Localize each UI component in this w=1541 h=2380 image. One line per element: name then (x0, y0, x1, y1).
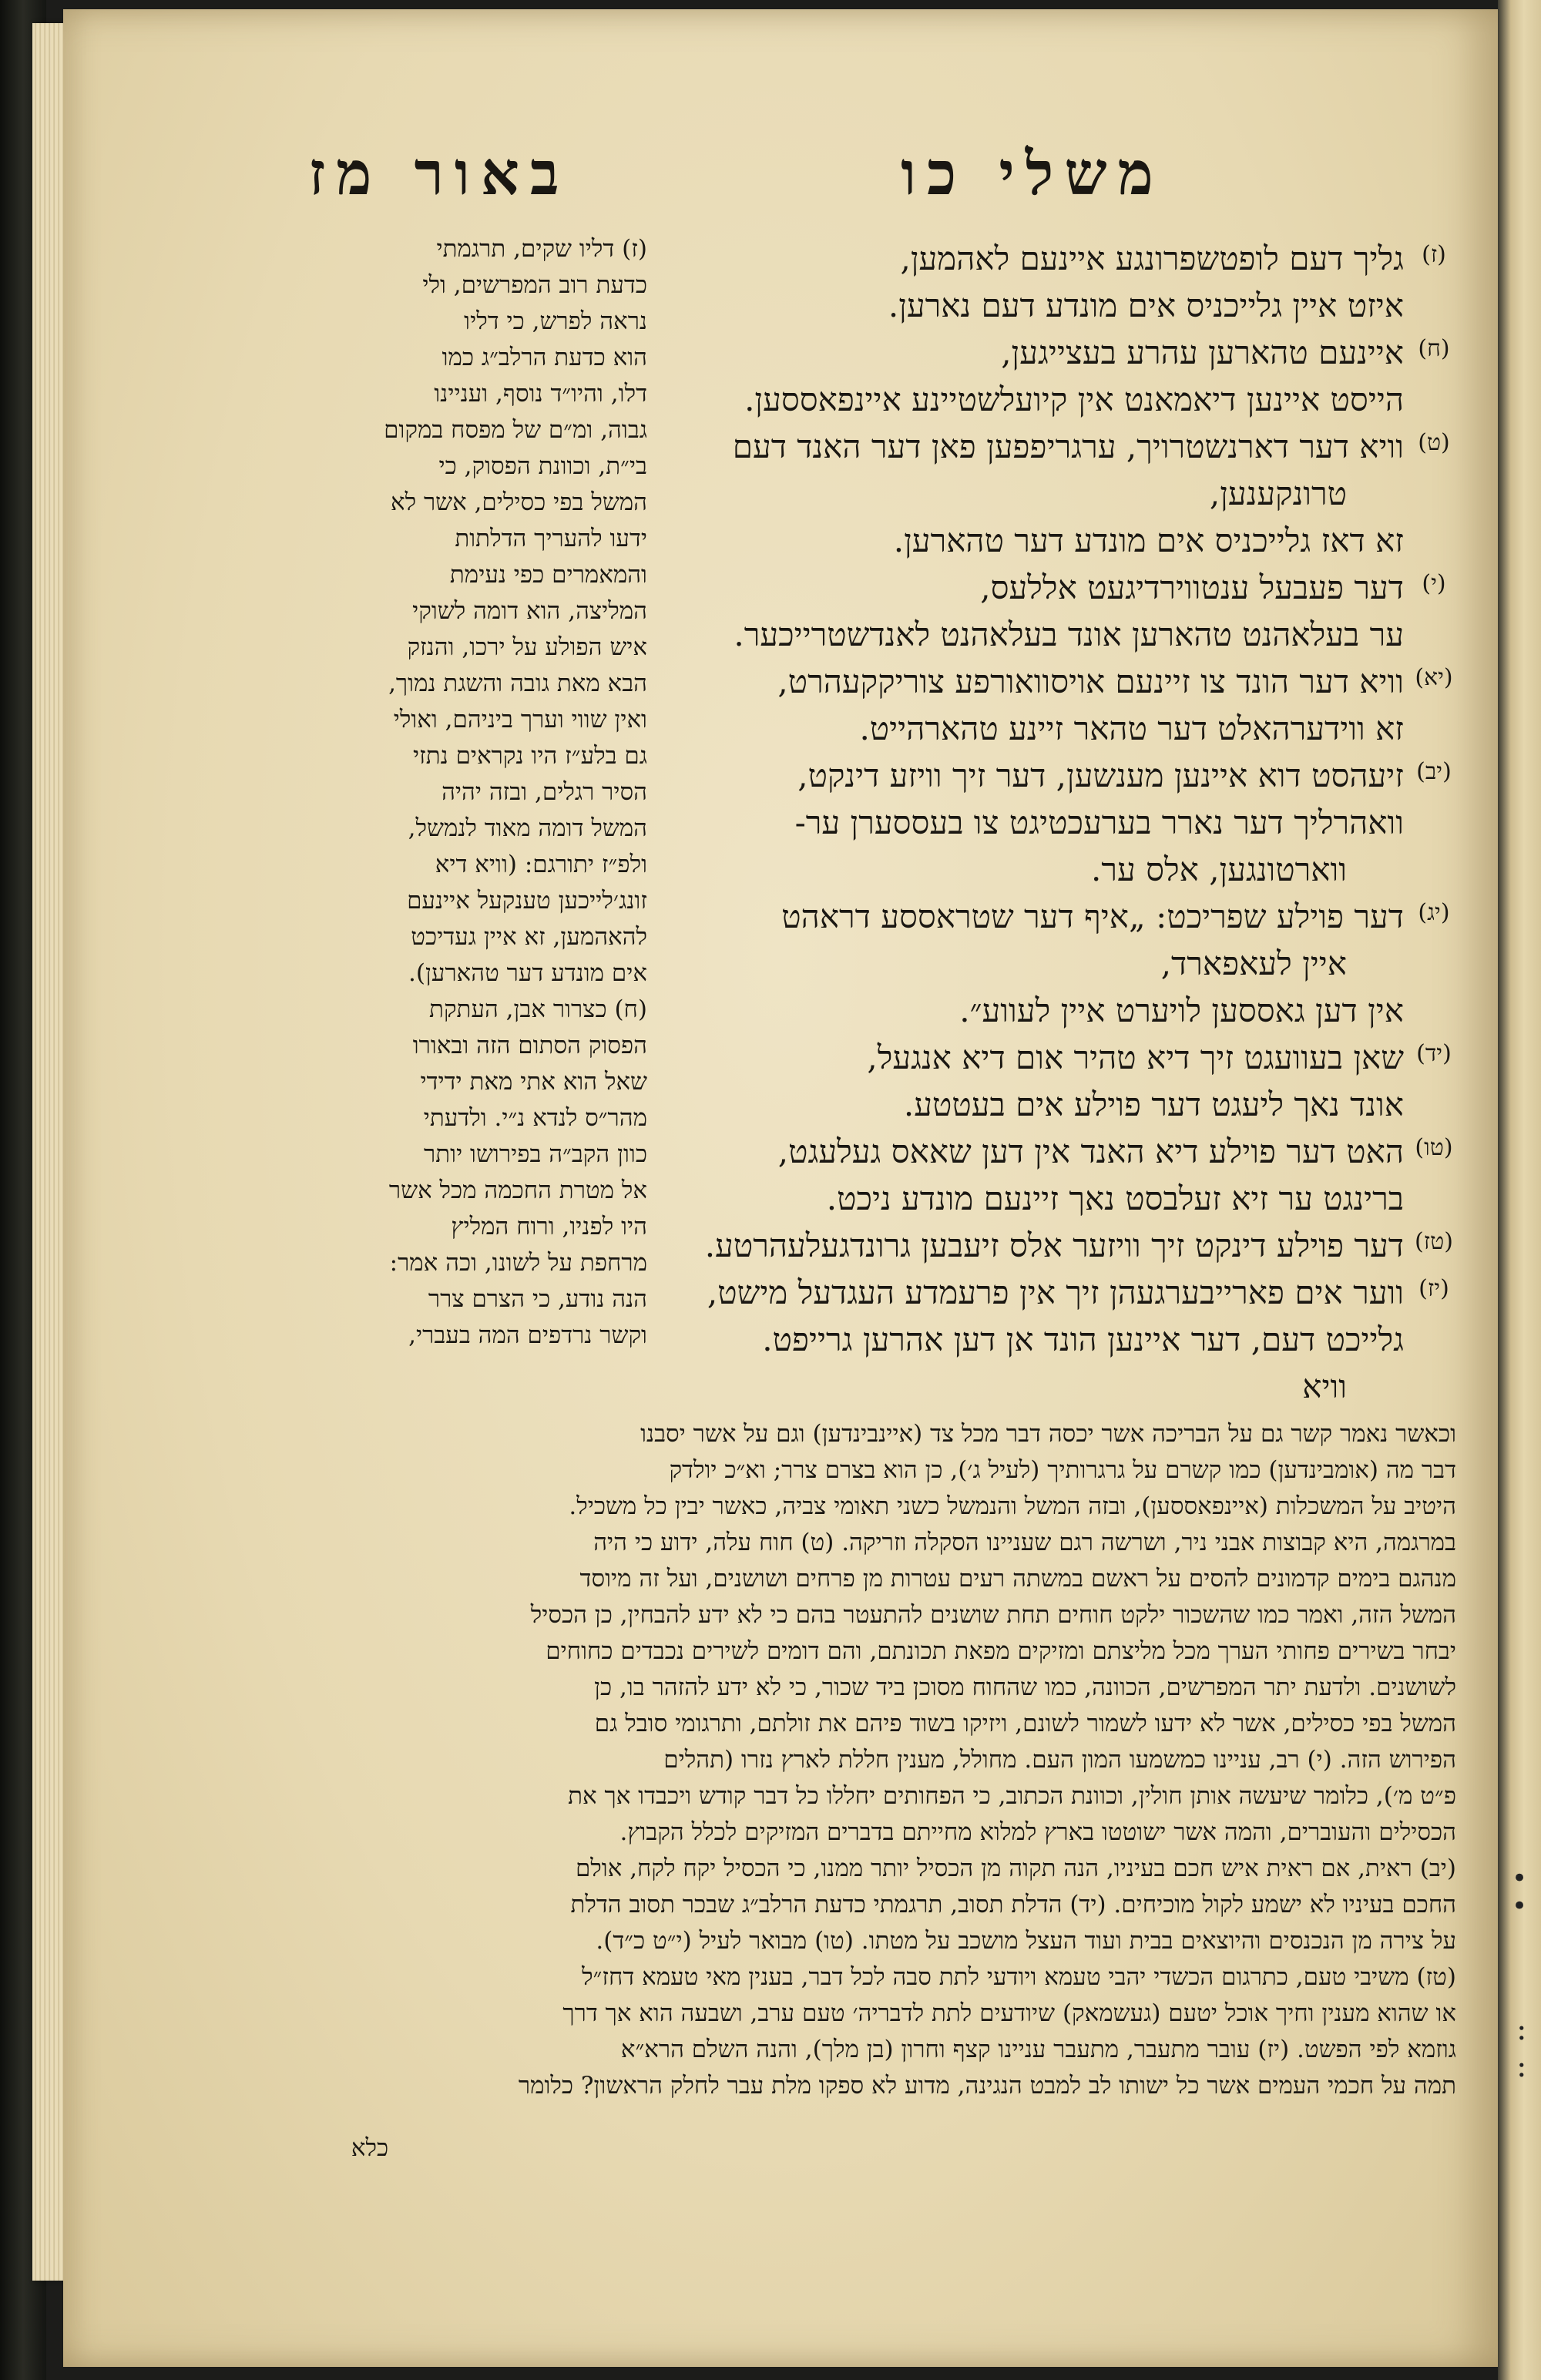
commentary-line: כדעת רוב המפרשים, ולי (422, 271, 647, 299)
commentary-line: הכסילים והעוברים, והמה אשר ישוטטו בארץ למלוא מחייתם בדברים המזיקים לכלל הקבוץ. (619, 1818, 1456, 1846)
commentary-line: על צירה מן הנכנסים והיוצאים בבית ועוד העצל מושכב על מטתו. (טו) מבואר לעיל (י״ט כ״ד). (596, 1927, 1456, 1955)
verse-number: (ז) (1422, 241, 1446, 268)
verse-10 (669, 564, 1455, 658)
verse-column (669, 235, 1455, 1410)
commentary-line: (ח) כצרור אבן, העתקת (429, 995, 647, 1023)
verse-12 (669, 752, 1455, 893)
verse-number: (טז) (1415, 1228, 1453, 1255)
commentary-line: אל מטרת החכמה מכל אשר (388, 1177, 647, 1204)
commentary-line: וכאשר נאמר קשר גם על הבריכה אשר יכסה דבר מכל צד (איינבינדען) וגם על אשר יסבנו (640, 1420, 1456, 1448)
verse-number: (יא) (1415, 664, 1453, 691)
commentary-line: כוון הקב״ה בפירושו יותר (424, 1140, 647, 1168)
verse-9 (669, 423, 1455, 564)
verse-14 (669, 1034, 1455, 1128)
verse-number: (יז) (1418, 1275, 1449, 1302)
commentary-line: הבא מאת גובה והשגת נמוך, (388, 670, 647, 697)
facing-page-bullets: • • (1511, 1863, 1528, 1922)
commentary-line: מהר״ס לנדא נ״י. ולדעתי (423, 1104, 647, 1132)
verse-15 (669, 1128, 1455, 1222)
commentary-line: היטיב על המשכלות (איינפאססען), ובזה המשל והנמשל כשני תאומי צביה, כאשר יבין כל משכיל. (569, 1492, 1456, 1520)
verse-number: (טו) (1415, 1134, 1453, 1161)
catchword-bottom: כלא (351, 2134, 389, 2162)
verse-11 (669, 658, 1455, 752)
verse-line: איין לעאפארד, (1160, 945, 1347, 982)
commentary-line: (יב) ראית, אם ראית איש חכם בעיניו, הנה תקוה מן הכסיל יותר ממנו, כי הכסיל יקח לקח, אולם (575, 1855, 1456, 1882)
verse-line: וויא דער הונד צו זיינעם אויסוואורפע צוריקקעהרט, (777, 663, 1404, 700)
commentary-line: המשל בפי כסילים, אשר לא ידעו לשמור לשונם, ויזיקו בשוד פיהם את זולתם, ותרגומי סובל גם (594, 1710, 1456, 1737)
commentary-line: החכם בעיניו לא ישמע לקול מוכיחים. (יד) הדלת תסוב, תרגמתי כדעת הרלב״ג שבכר תסוב הדלת (570, 1891, 1456, 1918)
verse-line: ער בעלאהנט טהארען אונד בעלאהנט לאנדשטרייכער. (734, 616, 1404, 653)
verse-13 (669, 893, 1455, 1034)
commentary-line: הסיר רגלים, ובזה יהיה (441, 778, 647, 806)
commentary-line: פ״ט מ׳), כלומר שיעשה אותן חולין, וכוונת הכתוב, כי הפחותים יחללו כל דבר קודש ויכבדו אך את (568, 1782, 1456, 1810)
facing-page-colons: : : (1516, 2012, 1527, 2084)
commentary-line: לשושנים. ולדעת יתר המפרשים, הכוונה, כמו שהחוח מסוכן ביד שכור, כי לא ידע להזהר בו, כן (594, 1673, 1456, 1701)
commentary-line: מנהגם בימים קדמונים להסים על ראשם במשתה רעים עטרות מן פרחים ושושנים, ועל זה מיוסד (579, 1565, 1456, 1593)
verse-line: איינעם טהארען עהרע בעצייגען, (1001, 334, 1404, 371)
commentary-line: אים מונדע דער טהארען). (408, 959, 647, 987)
verse-line: ברינגט ער זיא זעלבסט נאך זיינעם מונדע ניכט. (826, 1180, 1404, 1217)
verse-line: גלייכט דעם, דער איינען הונד אן דען אהרען גרייפט. (762, 1321, 1404, 1358)
commentary-line: דבר מה (אומבינדען) כמו קשרם על גרגרותיך (לעיל ג׳), כן הוא בצרם צרר; וא״כ יולדק (669, 1456, 1456, 1484)
commentary-line: ולפ״ז יתורגם: (וויא דיא (435, 851, 647, 878)
commentary-line: וקשר נרדפים המה בעברי, (408, 1321, 647, 1349)
verse-line: וויא דער דארנשטרויך, ערגריפפען פאן דער האנד דעם (732, 428, 1404, 465)
verse-number: (י) (1422, 570, 1446, 597)
verse-line: זיעהסט דוא איינען מענשען, דער זיך וויזע דינקט, (797, 757, 1404, 794)
verse-line: איזט איין גלייכניס אים מונדע דעם נארען. (888, 287, 1404, 324)
commentary-line: ידעו להעריך הדלתות (455, 525, 647, 552)
verse-number: (ח) (1418, 335, 1450, 362)
commentary-line: ואין שווי וערך ביניהם, ואולי (393, 706, 647, 733)
commentary-line: שאל הוא אתי מאת ידידי (420, 1068, 647, 1096)
verse-line: טרונקענען, (1209, 475, 1347, 512)
commentary-line: הפירוש הזה. (י) רב, עניינו כמשמעו המון העם. מחולל, מענין חללת לארץ נזרו (תהלים (663, 1746, 1456, 1774)
commentary-line: בי״ת, וכוונת הפסוק, כי (438, 452, 647, 480)
commentary-line: גבוה, ומ״ם של מפסח במקום (384, 416, 647, 444)
verse-line: דער פוילע דינקט זיך וויזער אלס זיעבען גרונדגעלעהרטע. (704, 1227, 1404, 1264)
commentary-line: המשל בפי כסילים, אשר לא (390, 488, 647, 516)
commentary-line: הפסוק הסתום הזה ובאורו (412, 1032, 647, 1059)
verse-number: (יג) (1418, 899, 1450, 926)
commentary-line: מרחפת על לשונו, וכה אמר: (389, 1249, 647, 1277)
commentary-line: דלו, והיו״ד נוסף, ועניינו (434, 380, 647, 408)
commentary-line: והמאמרים כפי נעימת (449, 561, 647, 589)
commentary-line: יבחר בשירים פחותי הערך מכל מליצתם ומזיקים מפאת תכונתם, והם דומים לשירים נכבדים כחוחים (546, 1637, 1456, 1665)
verse-17 (669, 1269, 1455, 1363)
commentary-line: הנה נודע, כי הצרם צרר (428, 1285, 647, 1313)
commentary-line: במרגמה, היא קבוצות אבני ניר, ושרשה רגם שעניינו הסקלה וזריקה. (ט) חוח עלה, ידוע כי היה (593, 1529, 1456, 1556)
commentary-line: תמה על חכמי העמים אשר כל ישותו לב למבט הנגינה, מדוע לא ספקו מלת עבר לחלק הראשון? כלומר (518, 2072, 1456, 2100)
commentary-line: גוזמא לפי הפשט. (יז) עובר מתעבר, מתעבר עניינו קצף וחרון (בן מלך), והנה השלם הרא״א (620, 2036, 1456, 2063)
verse-line: זא דאז גלייכניס אים מונדע דער טהארען. (893, 522, 1404, 559)
verse-line: האט דער פוילע דיא האנד אין דען שאאס געלעגט, (777, 1133, 1404, 1170)
verse-line: אין דען גאססען לויערט איין לעווע״. (959, 992, 1404, 1029)
verse-line: אונד נאך ליעגט דער פוילע אים בעטטע. (903, 1086, 1404, 1123)
running-head-text-title: משלי כו (901, 139, 1164, 209)
commentary-line: נראה לפרש, כי דליו (464, 307, 647, 335)
commentary-line: איש הפולע על ירכו, והנזק (407, 633, 647, 661)
catchword-main: וויא (1302, 1368, 1347, 1405)
commentary-line: (טז) משיבי טעם, כתרגום הכשדי יהבי טעמא ויודעי לתת סבה לכל דבר, בענין מאי טעמא דחז״ל (582, 1963, 1456, 1991)
running-head-commentary-title: באור מז (308, 139, 570, 209)
verse-line: זא ווידערהאלט דער טהאר זיינע טהארהייט. (859, 710, 1404, 747)
commentary-line: (ז) דליו שקים, תרגמתי (436, 235, 647, 263)
commentary-line: להאהמען, זא איין געדיכט (411, 923, 647, 951)
verse-line: ווער אים פארייבערגעהן זיך אין פרעמדע העגדעל מישט, (707, 1274, 1404, 1311)
verse-number: (יב) (1416, 758, 1452, 785)
verse-number: (יד) (1416, 1040, 1452, 1067)
commentary-line: גם בלע״ז היו נקראים נתזי (412, 742, 647, 770)
commentary-line: המשל דומה מאוד לנמשל, (408, 814, 647, 842)
commentary-line: המשל הזה, ואמר כמו שהשכור ילקט חוחים תחת שושנים להתעטר בהם כי לא ידע להבחין, כן הכסיל (530, 1601, 1456, 1629)
commentary-line: המליצה, הוא דומה לשוקי (412, 597, 647, 625)
verse-line: דער פעבעל ענטווירדיגעט אללעס, (980, 569, 1404, 606)
verse-line: ווארטונגען, אלס ער. (1091, 851, 1347, 888)
verse-8 (669, 329, 1455, 423)
commentary-line: או שהוא מענין וחיך אוכל יטעם (געשמאק) שיודעים לתת לדבריה׳ טעם ערב, ושבעה הוא אך דרך (562, 1999, 1456, 2027)
verse-line: דער פוילע שפריכט: „איף דער שטראססע דראהט (781, 898, 1404, 935)
verse-line: הייסט איינען דיאמאנט אין קיועלשטיינע איינפאססען. (744, 381, 1404, 418)
commentary-line: היו לפניו, ורוח המליץ (451, 1213, 647, 1240)
verse-7 (669, 235, 1455, 329)
full-width-commentary (116, 1416, 1456, 2104)
commentary-line: זונג׳לייכען טענקעל איינעם (407, 887, 647, 915)
verse-line: וואהרליך דער נארר בערעכטיגט צו בעססערן ער- (794, 804, 1404, 841)
verse-line: גליך דעם לופטשפרונגע איינעם לאהמען, (900, 240, 1404, 277)
verse-line: שאן בעוועגט זיך דיא טהיר אום דיא אנגעל, (867, 1039, 1404, 1076)
verse-16 (669, 1222, 1455, 1269)
verse-number: (ט) (1418, 429, 1450, 456)
commentary-line: הוא כדעת הרלב״ג כמו (441, 344, 647, 371)
commentary-column (339, 231, 647, 1354)
